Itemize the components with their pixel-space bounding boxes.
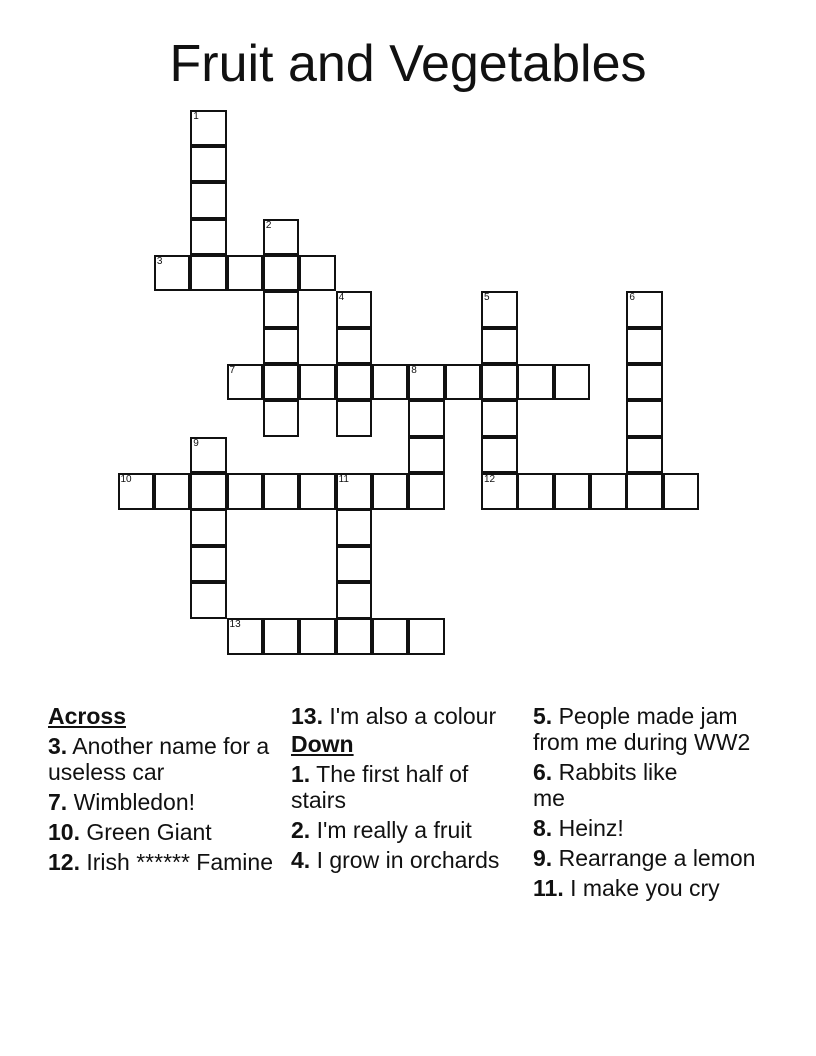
grid-cell[interactable] [154, 473, 191, 510]
clue-down-2: 2. I'm really a fruit [291, 817, 472, 843]
grid-cell[interactable] [554, 364, 591, 401]
grid-cell[interactable] [190, 255, 227, 292]
grid-cell[interactable] [663, 473, 700, 510]
clue-down-5: 5. People made jam from me during WW2 [533, 703, 751, 755]
clue-number: 10 [120, 474, 132, 485]
grid-cell[interactable] [626, 291, 663, 328]
grid-cell[interactable] [227, 618, 264, 655]
clue-down-8: 8. Heinz! [533, 815, 624, 841]
grid-cell[interactable] [626, 473, 663, 510]
clue-across-7: 7. Wimbledon! [48, 789, 196, 815]
grid-cell[interactable] [190, 546, 227, 583]
grid-cell[interactable] [517, 473, 554, 510]
grid-cell[interactable] [336, 400, 373, 437]
grid-cell[interactable] [481, 328, 518, 365]
grid-cell[interactable] [336, 618, 373, 655]
grid-cell[interactable] [190, 437, 227, 474]
grid-cell[interactable] [554, 473, 591, 510]
grid-cell[interactable] [299, 618, 336, 655]
clue-down-9: 9. Rearrange a lemon [533, 845, 756, 871]
grid-cell[interactable] [263, 618, 300, 655]
grid-cell[interactable] [190, 473, 227, 510]
grid-cell[interactable] [190, 509, 227, 546]
grid-cell[interactable] [299, 255, 336, 292]
down-heading: Down [291, 731, 354, 757]
clue-number: 2 [265, 219, 272, 231]
clue-number: 11 [338, 474, 349, 485]
grid-cell[interactable] [263, 291, 300, 328]
grid-cell[interactable] [263, 255, 300, 292]
grid-cell[interactable] [408, 437, 445, 474]
clues-column-1 [48, 703, 280, 879]
clue-number: 7 [229, 364, 236, 376]
clue-number: 9 [193, 437, 199, 449]
grid-cell[interactable] [408, 618, 445, 655]
grid-cell[interactable] [336, 328, 373, 365]
grid-cell[interactable] [517, 364, 554, 401]
grid-cell[interactable] [263, 364, 300, 401]
grid-cell[interactable] [336, 364, 373, 401]
grid-cell[interactable] [154, 255, 191, 292]
grid-cell[interactable] [299, 364, 336, 401]
clue-number: 6 [629, 292, 635, 304]
grid-cell[interactable] [263, 473, 300, 510]
grid-cell[interactable] [481, 400, 518, 437]
grid-cell[interactable] [336, 291, 373, 328]
grid-cell[interactable] [190, 110, 227, 147]
grid-cell[interactable] [445, 364, 482, 401]
grid-cell[interactable] [190, 182, 227, 219]
grid-cell[interactable] [336, 546, 373, 583]
grid-cell[interactable] [626, 328, 663, 365]
grid-cell[interactable] [481, 437, 518, 474]
grid-cell[interactable] [408, 473, 445, 510]
grid-cell[interactable] [590, 473, 627, 510]
clue-down-4: 4. I grow in orchards [291, 847, 500, 873]
grid-cell[interactable] [408, 364, 445, 401]
grid-cell[interactable] [408, 400, 445, 437]
puzzle-title: Fruit and Vegetables [169, 35, 647, 93]
grid-cell[interactable] [481, 473, 518, 510]
clue-number: 4 [338, 292, 345, 304]
clue-across-3: 3. Another name for a useless car [48, 733, 270, 785]
clue-number: 8 [411, 364, 417, 376]
grid-cell[interactable] [190, 582, 227, 619]
grid-cell[interactable] [336, 509, 373, 546]
clue-across-13: 13. I'm also a colour [291, 703, 497, 729]
grid-cell[interactable] [481, 291, 518, 328]
grid-cell[interactable] [227, 473, 264, 510]
grid-cell[interactable] [372, 618, 409, 655]
grid-cell[interactable] [263, 219, 300, 256]
grid-cell[interactable] [336, 473, 373, 510]
clue-down-11: 11. I make you cry [533, 875, 720, 901]
grid-cell[interactable] [263, 400, 300, 437]
clues-column-3 [533, 703, 773, 905]
clue-across-10: 10. Green Giant [48, 819, 212, 845]
clue-number: 12 [484, 474, 496, 485]
across-heading: Across [48, 703, 126, 729]
clue-down-6: 6. Rabbits like me [533, 759, 678, 811]
grid-cell[interactable] [227, 364, 264, 401]
grid-cell[interactable] [372, 364, 409, 401]
grid-cell[interactable] [481, 364, 518, 401]
grid-cell[interactable] [626, 364, 663, 401]
grid-cell[interactable] [227, 255, 264, 292]
clue-number: 3 [156, 255, 163, 267]
grid-cell[interactable] [190, 146, 227, 183]
grid-cell[interactable] [118, 473, 155, 510]
clue-number: 13 [229, 619, 241, 631]
clue-number: 1 [193, 110, 199, 122]
clue-number: 5 [484, 292, 490, 304]
grid-cell[interactable] [372, 473, 409, 510]
grid-cell[interactable] [263, 328, 300, 365]
grid-cell[interactable] [626, 437, 663, 474]
grid-cell[interactable] [299, 473, 336, 510]
grid-cell[interactable] [336, 582, 373, 619]
clue-down-1: 1. The first half of stairs [291, 761, 469, 813]
clues-column-2 [291, 703, 523, 877]
grid-cell[interactable] [190, 219, 227, 256]
clue-across-12: 12. Irish ****** Famine [48, 849, 274, 875]
grid-cell[interactable] [626, 400, 663, 437]
